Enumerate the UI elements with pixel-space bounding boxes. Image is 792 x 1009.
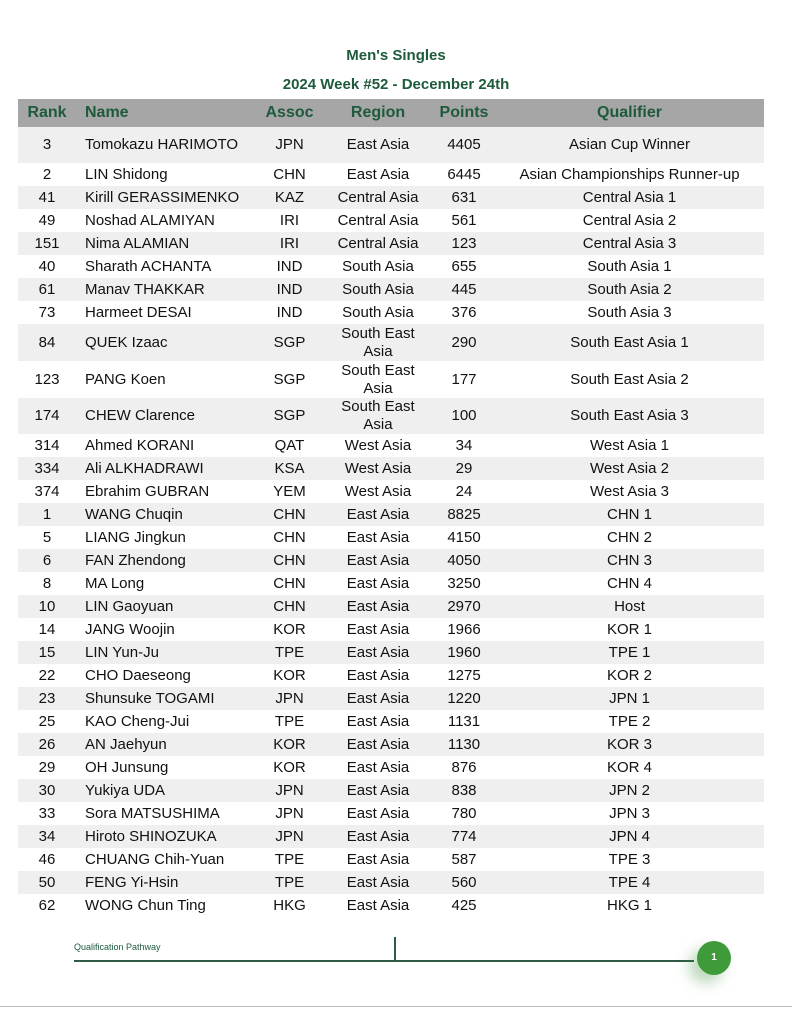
- points-cell: 876: [451, 758, 477, 776]
- rank-cell: 14: [38, 620, 56, 638]
- region-cell: East Asia: [346, 574, 410, 592]
- region-cell: East Asia: [323, 127, 433, 163]
- column-header-name: Name: [76, 99, 256, 127]
- rank-cell: 5: [42, 528, 52, 546]
- qualifier-cell: Asian Cup Winner: [495, 127, 764, 163]
- name-cell: CHUANG Chih-Yuan: [85, 850, 225, 868]
- rank-cell: 34: [18, 825, 76, 848]
- region-cell: East Asia: [346, 896, 410, 914]
- table-row: [18, 549, 764, 572]
- table-row: [18, 687, 764, 710]
- footer-divider: [394, 937, 396, 961]
- name-cell: LIN Shidong: [85, 165, 168, 183]
- qualifier-cell: JPN 1: [495, 687, 764, 710]
- qualifier-cell: CHN 4: [606, 574, 652, 592]
- footer-label: Qualification Pathway: [74, 942, 161, 952]
- region-cell: East Asia: [346, 165, 410, 183]
- table-row: [18, 871, 764, 894]
- name-cell: WANG Chuqin: [76, 503, 256, 526]
- rankings-table: [18, 99, 764, 917]
- points-cell: 3250: [447, 574, 481, 592]
- name-cell: Sora MATSUSHIMA: [85, 804, 220, 822]
- qualifier-cell: Central Asia 2: [582, 211, 677, 229]
- assoc-cell: KSA: [256, 457, 323, 480]
- region-cell: East Asia: [323, 871, 433, 894]
- name-cell: FENG Yi-Hsin: [76, 871, 256, 894]
- name-cell: Ebrahim GUBRAN: [85, 482, 210, 500]
- column-header-points: Points: [433, 99, 495, 127]
- points-cell: 100: [433, 398, 495, 434]
- qualifier-cell: West Asia 3: [590, 482, 669, 500]
- region-cell: West Asia: [323, 457, 433, 480]
- rank-cell: 40: [38, 257, 56, 275]
- rank-cell: 61: [18, 278, 76, 301]
- qualifier-cell: JPN 4: [495, 825, 764, 848]
- qualifier-cell: KOR 4: [606, 758, 652, 776]
- region-cell: East Asia: [346, 712, 410, 730]
- points-cell: 1130: [433, 733, 495, 756]
- page-title: Men's Singles: [346, 47, 446, 64]
- column-header-rank: Rank: [18, 99, 76, 127]
- name-cell: KAO Cheng-Jui: [85, 712, 190, 730]
- table-row: [18, 434, 764, 457]
- qualifier-cell: South Asia 2: [495, 278, 764, 301]
- region-cell: East Asia: [346, 528, 410, 546]
- table-row: [18, 398, 764, 434]
- assoc-cell: YEM: [273, 482, 306, 500]
- assoc-cell: CHN: [273, 165, 306, 183]
- assoc-cell: CHN: [256, 503, 323, 526]
- column-header-region: Region: [323, 99, 433, 127]
- table-row: [18, 572, 764, 595]
- rank-cell: 73: [38, 303, 56, 321]
- assoc-cell: JPN: [256, 825, 323, 848]
- table-row: [18, 301, 764, 324]
- region-cell: East Asia: [346, 758, 410, 776]
- qualifier-cell: CHN 1: [495, 503, 764, 526]
- assoc-cell: IND: [276, 257, 303, 275]
- region-cell: East Asia: [346, 850, 410, 868]
- region-cell: West Asia: [344, 436, 412, 454]
- assoc-cell: KOR: [256, 733, 323, 756]
- table-row: [18, 595, 764, 618]
- rank-cell: 374: [34, 482, 60, 500]
- qualifier-cell: Central Asia 3: [495, 232, 764, 255]
- name-cell: Manav THAKKAR: [76, 278, 256, 301]
- qualifier-cell: South East Asia 3: [495, 398, 764, 434]
- points-cell: 6445: [447, 165, 481, 183]
- qualifier-cell: Asian Championships Runner-up: [519, 165, 740, 183]
- region-cell: East Asia: [346, 620, 410, 638]
- points-cell: 780: [451, 804, 477, 822]
- points-cell: 631: [433, 186, 495, 209]
- name-cell: Sharath ACHANTA: [85, 257, 212, 275]
- rank-cell: 2: [42, 165, 52, 183]
- table-row: [18, 255, 764, 278]
- assoc-cell: SGP: [256, 398, 323, 434]
- points-cell: 8825: [433, 503, 495, 526]
- name-cell: Kirill GERASSIMENKO: [76, 186, 256, 209]
- rank-cell: 15: [18, 641, 76, 664]
- region-cell: South Asia: [342, 303, 414, 321]
- points-cell: 290: [433, 324, 495, 361]
- region-cell: East Asia: [346, 666, 410, 684]
- name-cell: Hiroto SHINOZUKA: [76, 825, 256, 848]
- region-cell: South East Asia: [341, 361, 415, 397]
- points-cell: 4050: [433, 549, 495, 572]
- name-cell: JANG Woojin: [85, 620, 175, 638]
- points-cell: 29: [433, 457, 495, 480]
- points-cell: 1220: [433, 687, 495, 710]
- table-row: [18, 127, 764, 163]
- points-cell: 561: [451, 211, 477, 229]
- rank-cell: 29: [38, 758, 56, 776]
- qualifier-cell: KOR 2: [606, 666, 652, 684]
- table-row: [18, 664, 764, 687]
- assoc-cell: SGP: [256, 324, 323, 361]
- region-cell: South Asia: [323, 278, 433, 301]
- region-cell: Central Asia: [337, 211, 419, 229]
- name-cell: MA Long: [85, 574, 145, 592]
- rank-cell: 3: [18, 127, 76, 163]
- table-row: [18, 480, 764, 503]
- table-row: [18, 361, 764, 398]
- table-row: [18, 163, 764, 186]
- assoc-cell: IRI: [256, 232, 323, 255]
- table-row: [18, 618, 764, 641]
- region-cell: South East Asia: [323, 398, 433, 434]
- qualifier-cell: South Asia 1: [587, 257, 672, 275]
- qualifier-cell: HKG 1: [606, 896, 652, 914]
- name-cell: Nima ALAMIAN: [76, 232, 256, 255]
- table-row: [18, 232, 764, 255]
- name-cell: LIANG Jingkun: [85, 528, 186, 546]
- name-cell: Ali ALKHADRAWI: [76, 457, 256, 480]
- points-cell: 2970: [433, 595, 495, 618]
- assoc-cell: TPE: [274, 712, 305, 730]
- points-cell: 774: [433, 825, 495, 848]
- name-cell: Harmeet DESAI: [85, 303, 192, 321]
- assoc-cell: IND: [276, 303, 303, 321]
- rank-cell: 10: [18, 595, 76, 618]
- assoc-cell: TPE: [256, 871, 323, 894]
- points-cell: 123: [433, 232, 495, 255]
- qualifier-cell: JPN 2: [495, 779, 764, 802]
- region-cell: East Asia: [323, 641, 433, 664]
- rank-cell: 174: [18, 398, 76, 434]
- table-row: [18, 209, 764, 232]
- rank-cell: 30: [18, 779, 76, 802]
- name-cell: LIN Gaoyuan: [76, 595, 256, 618]
- table-row: [18, 733, 764, 756]
- name-cell: Tomokazu HARIMOTO: [76, 127, 256, 163]
- points-cell: 34: [455, 436, 473, 454]
- table-header-row: [18, 99, 764, 127]
- qualifier-cell: CHN 3: [495, 549, 764, 572]
- table-body: [18, 127, 764, 917]
- name-cell: WONG Chun Ting: [85, 896, 206, 914]
- qualifier-cell: South East Asia 1: [495, 324, 764, 361]
- points-cell: 376: [451, 303, 477, 321]
- assoc-cell: IND: [256, 278, 323, 301]
- points-cell: 24: [455, 482, 473, 500]
- rank-cell: 46: [38, 850, 56, 868]
- rank-cell: 151: [18, 232, 76, 255]
- name-cell: PANG Koen: [85, 370, 166, 388]
- name-cell: Noshad ALAMIYAN: [85, 211, 215, 229]
- assoc-cell: TPE: [274, 850, 305, 868]
- assoc-cell: QAT: [274, 436, 305, 454]
- name-cell: CHO Daeseong: [85, 666, 191, 684]
- region-cell: Central Asia: [323, 186, 433, 209]
- assoc-cell: JPN: [275, 804, 304, 822]
- assoc-cell: KAZ: [256, 186, 323, 209]
- table-row: [18, 802, 764, 825]
- qualifier-cell: CHN 2: [606, 528, 652, 546]
- page-subtitle: 2024 Week #52 - December 24th: [282, 76, 510, 93]
- table-row: [18, 186, 764, 209]
- region-cell: South Asia: [342, 257, 414, 275]
- points-cell: 587: [451, 850, 477, 868]
- points-cell: 560: [433, 871, 495, 894]
- table-row: [18, 641, 764, 664]
- region-cell: East Asia: [323, 549, 433, 572]
- rank-cell: 41: [18, 186, 76, 209]
- rank-cell: 62: [38, 896, 56, 914]
- rank-cell: 6: [18, 549, 76, 572]
- qualifier-cell: South Asia 3: [587, 303, 672, 321]
- region-cell: East Asia: [323, 825, 433, 848]
- name-cell: Yukiya UDA: [76, 779, 256, 802]
- region-cell: Central Asia: [323, 232, 433, 255]
- region-cell: East Asia: [323, 687, 433, 710]
- assoc-cell: CHN: [273, 574, 306, 592]
- rank-cell: 334: [18, 457, 76, 480]
- table-row: [18, 825, 764, 848]
- name-cell: CHEW Clarence: [76, 398, 256, 434]
- assoc-cell: SGP: [273, 370, 306, 388]
- table-row: [18, 324, 764, 361]
- rank-cell: 50: [18, 871, 76, 894]
- assoc-cell: CHN: [256, 595, 323, 618]
- qualifier-cell: TPE 3: [608, 850, 651, 868]
- region-cell: East Asia: [323, 779, 433, 802]
- assoc-cell: TPE: [256, 641, 323, 664]
- page-bottom-rule: [0, 1006, 792, 1007]
- assoc-cell: JPN: [256, 779, 323, 802]
- qualifier-cell: Host: [495, 595, 764, 618]
- points-cell: 445: [433, 278, 495, 301]
- assoc-cell: IRI: [279, 211, 300, 229]
- rank-cell: 33: [38, 804, 56, 822]
- points-cell: 1275: [447, 666, 481, 684]
- points-cell: 1966: [447, 620, 481, 638]
- rank-cell: 49: [38, 211, 56, 229]
- qualifier-cell: KOR 3: [495, 733, 764, 756]
- points-cell: 4150: [447, 528, 481, 546]
- qualifier-cell: Central Asia 1: [495, 186, 764, 209]
- name-cell: OH Junsung: [85, 758, 169, 776]
- table-row: [18, 503, 764, 526]
- page-number-badge: 1: [697, 941, 731, 975]
- qualifier-cell: West Asia 1: [590, 436, 669, 454]
- table-row: [18, 526, 764, 549]
- points-cell: 425: [451, 896, 477, 914]
- name-cell: LIN Yun-Ju: [76, 641, 256, 664]
- assoc-cell: KOR: [273, 758, 306, 776]
- table-row: [18, 848, 764, 871]
- assoc-cell: KOR: [273, 620, 306, 638]
- region-cell: East Asia: [323, 595, 433, 618]
- rank-cell: 123: [34, 370, 60, 388]
- qualifier-cell: TPE 4: [495, 871, 764, 894]
- assoc-cell: JPN: [256, 127, 323, 163]
- region-cell: West Asia: [344, 482, 412, 500]
- name-cell: QUEK Izaac: [76, 324, 256, 361]
- assoc-cell: CHN: [256, 549, 323, 572]
- column-header-qualifier: Qualifier: [495, 99, 764, 127]
- table-row: [18, 756, 764, 779]
- rank-cell: 25: [38, 712, 56, 730]
- region-cell: South East Asia: [323, 324, 433, 361]
- region-cell: East Asia: [323, 733, 433, 756]
- points-cell: 177: [451, 370, 477, 388]
- table-row: [18, 457, 764, 480]
- assoc-cell: JPN: [256, 687, 323, 710]
- assoc-cell: KOR: [273, 666, 306, 684]
- footer-rule: [74, 960, 694, 962]
- name-cell: FAN Zhendong: [76, 549, 256, 572]
- qualifier-cell: TPE 1: [495, 641, 764, 664]
- name-cell: AN Jaehyun: [76, 733, 256, 756]
- region-cell: East Asia: [323, 503, 433, 526]
- rank-cell: 26: [18, 733, 76, 756]
- rank-cell: 314: [34, 436, 60, 454]
- qualifier-cell: South East Asia 2: [570, 370, 689, 388]
- region-cell: East Asia: [346, 804, 410, 822]
- qualifier-cell: TPE 2: [608, 712, 651, 730]
- points-cell: 838: [433, 779, 495, 802]
- assoc-cell: HKG: [273, 896, 306, 914]
- points-cell: 4405: [433, 127, 495, 163]
- name-cell: Shunsuke TOGAMI: [76, 687, 256, 710]
- qualifier-cell: JPN 3: [609, 804, 650, 822]
- table-row: [18, 278, 764, 301]
- qualifier-cell: KOR 1: [606, 620, 652, 638]
- qualifier-cell: West Asia 2: [495, 457, 764, 480]
- name-cell: Ahmed KORANI: [85, 436, 195, 454]
- rank-cell: 22: [38, 666, 56, 684]
- rank-cell: 1: [18, 503, 76, 526]
- points-cell: 1960: [433, 641, 495, 664]
- rank-cell: 23: [18, 687, 76, 710]
- rank-cell: 8: [42, 574, 52, 592]
- table-row: [18, 710, 764, 733]
- points-cell: 1131: [447, 712, 481, 730]
- table-row: [18, 894, 764, 917]
- column-header-assoc: Assoc: [256, 99, 323, 127]
- table-row: [18, 779, 764, 802]
- points-cell: 655: [451, 257, 477, 275]
- rank-cell: 84: [18, 324, 76, 361]
- assoc-cell: CHN: [273, 528, 306, 546]
